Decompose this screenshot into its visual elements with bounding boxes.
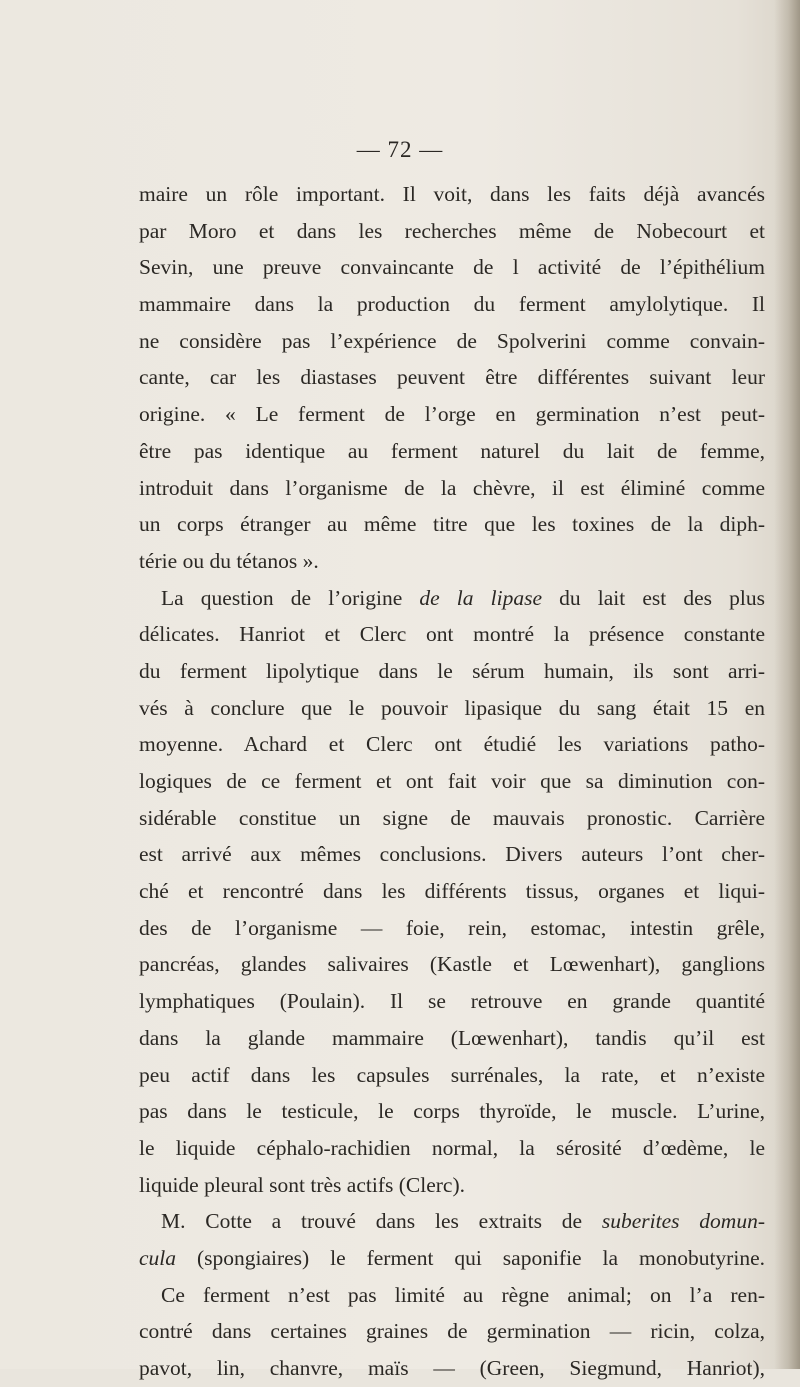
paragraph-end-line: liquide pleural sont très actifs (Clerc). [139,1172,465,1197]
text-run: du lait est des plus [542,585,766,610]
italic-term: de la lipase [419,585,543,610]
text-line: sidérable constitue un signe de mauvais pronostic. Carrière [139,805,765,830]
text-line: pancréas, glandes salivaires (Kastle et Lœwenhart), ganglions [139,952,765,977]
italic-term: suberites domun- [601,1209,765,1234]
text-line: être pas identique au ferment naturel du lait de femme, [139,438,765,463]
paragraph-end-line: térie ou du tétanos ». [139,548,319,573]
text-line: lymphatiques (Poulain). Il se retrouve en grande quantité [139,989,765,1014]
text-line: cante, car les diastases peuvent être différentes suivant leur [139,365,765,390]
italic-term: cula [139,1245,177,1270]
text-line: logiques de ce ferment et ont fait voir que sa diminution con- [139,769,765,793]
text-line: moyenne. Achard et Clerc ont étudié les variations patho- [139,732,765,757]
text-line: peu actif dans les capsules surrénales, la rate, et n’existe [139,1062,765,1087]
text-line: origine. « Le ferment de l’orge en germination n’est peut- [139,402,765,427]
text-line: ché et rencontré dans les différents tissus, organes et liqui- [139,879,765,904]
text-run: La question de l’origine [161,585,420,610]
paragraph-start-line [139,580,765,617]
text-line: ne considère pas l’expérience de Spolverini comme convain- [139,328,765,353]
paragraph-start-line: Ce ferment n’est pas limité au règne animal; on l’a ren- [161,1282,765,1307]
text-line: contré dans certaines graines de germination — ricin, colza, [139,1319,765,1344]
body-text [139,176,765,1387]
text-line: vés à conclure que le pouvoir lipasique du sang était 15 en [139,695,765,720]
text-run: M. Cotte a trouvé dans les extraits de [161,1209,602,1234]
text-line: Sevin, une preuve convaincante de l activité de l’épithélium [139,255,765,280]
text-line: par Moro et dans les recherches même de Nobecourt et [139,218,765,243]
text-line: est arrivé aux mêmes conclusions. Divers auteurs l’ont cher- [139,842,765,867]
text-line: pavot, lin, chanvre, maïs — (Green, Siegmund, Hanriot), [139,1356,765,1380]
text-run: (spongiaires) le ferment qui saponifie la monobutyrine. [176,1245,765,1270]
text-line: le liquide céphalo-rachidien normal, la sérosité d’œdème, le [139,1135,765,1160]
page-number: — 72 — [356,137,444,162]
text-line: du ferment lipolytique dans le sérum humain, ils sont arri- [139,658,765,683]
text-line: maire un rôle important. Il voit, dans les faits déjà avancés [139,182,765,206]
text-line: dans la glande mammaire (Lœwenhart), tandis qu’il est [139,1025,765,1050]
text-line: un corps étranger au même titre que les toxines de la diph- [139,512,765,537]
page-binding-shadow [774,0,800,1369]
paragraph-start-line [139,1203,765,1240]
text-line [139,1240,765,1277]
text-line: pas dans le testicule, le corps thyroïde, le muscle. L’urine, [139,1099,765,1124]
text-line: introduit dans l’organisme de la chèvre, il est éliminé comme [139,475,765,500]
text-line: mammaire dans la production du ferment amylolytique. Il [139,292,765,317]
text-line: des de l’organisme — foie, rein, estomac, intestin grêle, [139,915,765,940]
text-line: délicates. Hanriot et Clerc ont montré la présence constante [139,622,765,647]
